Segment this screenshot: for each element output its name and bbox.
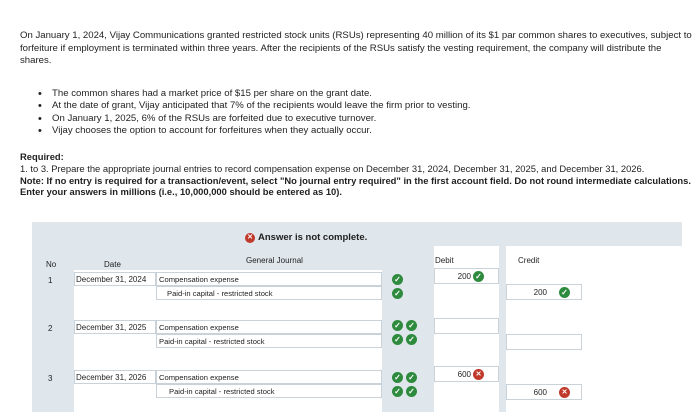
- date-select[interactable]: [74, 272, 156, 286]
- check-icon: ✓: [392, 334, 403, 345]
- account-value: Compensation expense: [159, 373, 239, 382]
- required-text: 1. to 3. Prepare the appropriate journal entries to record compensation expense on December 31, 2024, December 31, 2025, and December 31, 2026.: [20, 162, 645, 174]
- account-value: Paid-in capital - restricted stock: [159, 337, 265, 346]
- header-no: No: [46, 260, 57, 269]
- check-icon: ✓: [406, 320, 417, 331]
- bullet-item: • Vijay chooses the option to account for forfeitures when they actually occur.: [38, 125, 470, 137]
- check-icon: ✓: [406, 334, 417, 345]
- credit-input[interactable]: [506, 284, 582, 300]
- check-icon: ✓: [473, 271, 484, 282]
- credit-input[interactable]: [506, 384, 582, 400]
- check-icon: ✓: [559, 287, 570, 298]
- panel-header: [32, 222, 586, 246]
- debit-input[interactable]: [434, 318, 499, 334]
- check-icon: ✓: [392, 386, 403, 397]
- header-date: Date: [104, 260, 121, 269]
- row-number: 3: [48, 374, 53, 383]
- required-title: Required:: [20, 151, 64, 162]
- credit-account-select[interactable]: [156, 286, 382, 300]
- error-icon: ✕: [245, 233, 255, 243]
- account-value: Compensation expense: [159, 275, 239, 284]
- bullet-item: • At the date of grant, Vijay anticipated that 7% of the recipients would leave the firm prior to vesting.: [38, 100, 470, 112]
- date-select[interactable]: [74, 370, 156, 384]
- required-section: [20, 151, 692, 198]
- check-icon: ✓: [392, 274, 403, 285]
- account-value: Paid-in capital - restricted stock: [167, 289, 273, 298]
- journal-table: [32, 246, 682, 412]
- debit-account-select[interactable]: [156, 320, 382, 334]
- account-value: Compensation expense: [159, 323, 239, 332]
- check-icon: ✓: [406, 386, 417, 397]
- credit-account-select[interactable]: [156, 384, 382, 398]
- header-credit: Credit: [518, 256, 540, 265]
- credit-value: 200: [533, 288, 547, 297]
- error-icon: ✕: [473, 369, 484, 380]
- debit-value: 200: [457, 272, 471, 281]
- column-gap: [499, 246, 506, 412]
- bullet-item: • The common shares had a market price of $15 per share on the grant date.: [38, 88, 470, 100]
- problem-intro: On January 1, 2024, Vijay Communications granted restricted stock units (RSUs) representing 40 million of its $1 par common shares to executives, subject to forfeiture if employment is terminated within three years. After the recipients of the RSUs satisfy the vesting requirement, the company will distribute the shares.: [20, 30, 692, 67]
- date-value: December 31, 2024: [76, 275, 147, 284]
- date-select[interactable]: [74, 320, 156, 334]
- check-icon: ✓: [406, 372, 417, 383]
- check-icon: ✓: [392, 320, 403, 331]
- answer-status: [245, 232, 367, 243]
- date-value: December 31, 2025: [76, 323, 147, 332]
- account-value: Paid-in capital - restricted stock: [169, 387, 275, 396]
- row-number: 2: [48, 324, 53, 333]
- answer-panel: [32, 222, 682, 412]
- bullet-item: • On January 1, 2025, 6% of the RSUs are forfeited due to executive turnover.: [38, 113, 470, 125]
- header-debit: Debit: [435, 256, 454, 265]
- check-icon: ✓: [392, 288, 403, 299]
- credit-value: 600: [533, 388, 547, 397]
- debit-account-select[interactable]: [156, 370, 382, 384]
- debit-input[interactable]: [434, 268, 499, 284]
- no-column: [32, 246, 74, 412]
- date-value: December 31, 2026: [76, 373, 147, 382]
- credit-account-select[interactable]: [156, 334, 382, 348]
- debit-value: 600: [457, 370, 471, 379]
- credit-input[interactable]: [506, 334, 582, 350]
- error-icon: ✕: [559, 387, 570, 398]
- problem-bullets: [38, 88, 470, 138]
- answer-status-label: Answer is not complete.: [258, 232, 368, 243]
- note-text: Note: If no entry is required for a transaction/event, select "No journal entry required" in the first account field. Do not round intermediate calculations. Enter your answers in millions (i.e., 10,000,000 should be entered as 10).: [20, 174, 691, 198]
- debit-input[interactable]: [434, 366, 499, 382]
- debit-account-select[interactable]: [156, 272, 382, 286]
- header-general-journal: General Journal: [246, 256, 303, 265]
- row-number: 1: [48, 276, 53, 285]
- check-icon: ✓: [392, 372, 403, 383]
